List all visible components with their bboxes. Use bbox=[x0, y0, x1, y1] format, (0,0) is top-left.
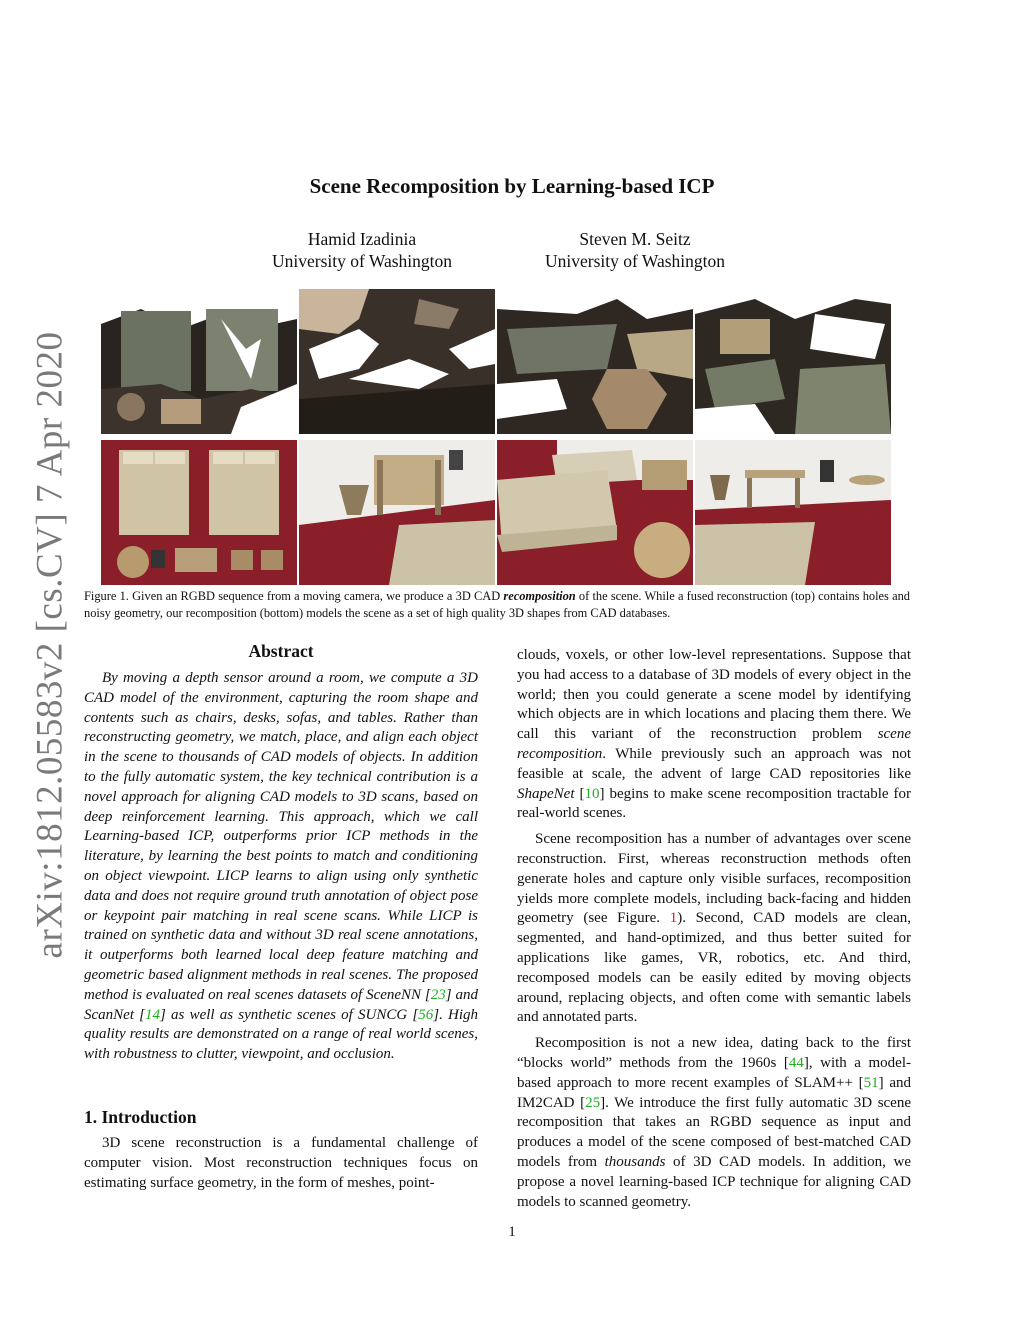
abstract-paragraph: By moving a depth sensor around a room, we compute a 3D CAD model of the environment, capturing the room shape and contents such as chairs, desks, sofas, and tables. Rather than reconstructing geometry, we match, place, and align each object in the scene to thousands of CAD models of objects. In addition to the fully automatic system, the key technical contribution is a novel approach for aligning CAD models to 3D scans, based on deep reinforcement learning. This approach, which we call Learning-based ICP, outperforms prior ICP methods in the literature, by learning the best points to match and conditioning on object viewpoint. LICP learns to align using only synthetic data and does not require ground truth annotation of object pose or keypoint pair matching in real scene scans. While LICP is trained on synthetic data and without 3D real scene annotations, it outperforms both learned local deep feature matching and geometric based alignment methods in real scenes. The proposed method is evaluated on real scenes datasets of SceneNN [23] and ScanNet [14] as well as synthetic scenes of SUNCG [56]. High quality results are demonstrated on a range of real world scenes, with robustness to clutter, viewpoint, and occlusion. bbox=[84, 670, 479, 1063]
cad-render-image bbox=[299, 440, 495, 585]
paper-title: Scene Recomposition by Learning-based ICP bbox=[309, 174, 715, 198]
author-name: Steven M. Seitz bbox=[579, 229, 691, 249]
citation-link[interactable]: 23 bbox=[430, 986, 446, 1003]
author-name: Hamid Izadinia bbox=[307, 229, 417, 249]
cad-render-image bbox=[695, 440, 891, 585]
caption-text: Figure 1. Given an RGBD sequence from a moving camera, we produce a 3D CAD bbox=[84, 589, 504, 603]
caption-text: of the scene. While a fused reconstruction (top) contains holes and noisy geometry, our recomposition (bottom) models the scene as a set of high quality 3D shapes from CAD databases. bbox=[84, 589, 910, 620]
page-number: 1 bbox=[508, 1224, 516, 1240]
cad-render-image bbox=[101, 440, 297, 585]
scan-image bbox=[101, 289, 297, 434]
scan-image bbox=[299, 289, 495, 434]
citation-link[interactable]: 56 bbox=[418, 1006, 434, 1023]
cad-render-image bbox=[497, 440, 693, 585]
abstract-body bbox=[84, 669, 478, 1071]
arxiv-watermark bbox=[20, 331, 80, 959]
body-paragraph: clouds, voxels, or other low-level representations. Suppose that you had access to a database of 3D models of every object in the world; then you could generate a scene model by identifying which objects are in which locations and placing them there. We call this variant of the reconstruction problem scene recomposition. While previously such an approach was not feasible at scale, the advent of large CAD repositories like ShapeNet [10] begins to make scene recomposition tractable for real-world scenes. bbox=[517, 647, 912, 822]
body-paragraph: Scene recomposition has a number of advantages over scene reconstruction. First, whereas reconstruction methods often generate holes and capture only visible surfaces, recomposition yields more complete models, including back-facing and hidden geometry (see Figure. 1). Second, CAD models are clean, segmented, and hand-optimized, and thus better suited for applications like games, VR, robotics, etc. And third, recomposed models can be easily edited by moving objects around, replacing objects, and often come with semantic labels and annotated parts. bbox=[517, 831, 911, 1026]
arxiv-id: arXiv:1812.05583v2 [cs.CV] 7 Apr 2020 bbox=[29, 331, 71, 959]
abstract-heading: Abstract bbox=[248, 641, 314, 661]
scan-image bbox=[695, 289, 891, 434]
figure-link[interactable]: 1 bbox=[669, 910, 678, 927]
body-paragraph: 3D scene reconstruction is a fundamental challenge of computer vision. Most reconstruction techniques focus on estimating surface geometry, in the form of meshes, point- bbox=[84, 1135, 478, 1191]
intro-left-column bbox=[84, 1134, 478, 1199]
section-heading: 1. Introduction bbox=[84, 1107, 197, 1127]
citation-link[interactable]: 51 bbox=[863, 1074, 879, 1091]
figure-caption bbox=[84, 588, 910, 622]
right-column bbox=[517, 646, 911, 1218]
citation-link[interactable]: 44 bbox=[788, 1054, 804, 1071]
author-affiliation: University of Washington bbox=[544, 251, 726, 271]
citation-link[interactable]: 14 bbox=[145, 1006, 161, 1023]
citation-link[interactable]: 10 bbox=[584, 785, 600, 802]
teaser-figure bbox=[101, 289, 891, 585]
scan-image bbox=[497, 289, 693, 434]
body-paragraph: Recomposition is not a new idea, dating back to the first “blocks world” methods from the 1960s [44], with a model-based approach to more recent examples of SLAM++ [51] and IM2CAD [25]. We introduce the first fully automatic 3D scene recomposition that takes an RGBD sequence as input and produces a model of the scene composed of best-matched CAD models from thousands of 3D CAD models. In addition, we propose a novel learning-based ICP technique for aligning CAD models to scanned geometry. bbox=[517, 1035, 912, 1210]
author-block bbox=[232, 228, 492, 272]
caption-emphasis: recomposition bbox=[503, 589, 576, 603]
citation-link[interactable]: 25 bbox=[585, 1094, 601, 1111]
author-affiliation: University of Washington bbox=[271, 251, 453, 271]
author-block bbox=[505, 228, 765, 272]
